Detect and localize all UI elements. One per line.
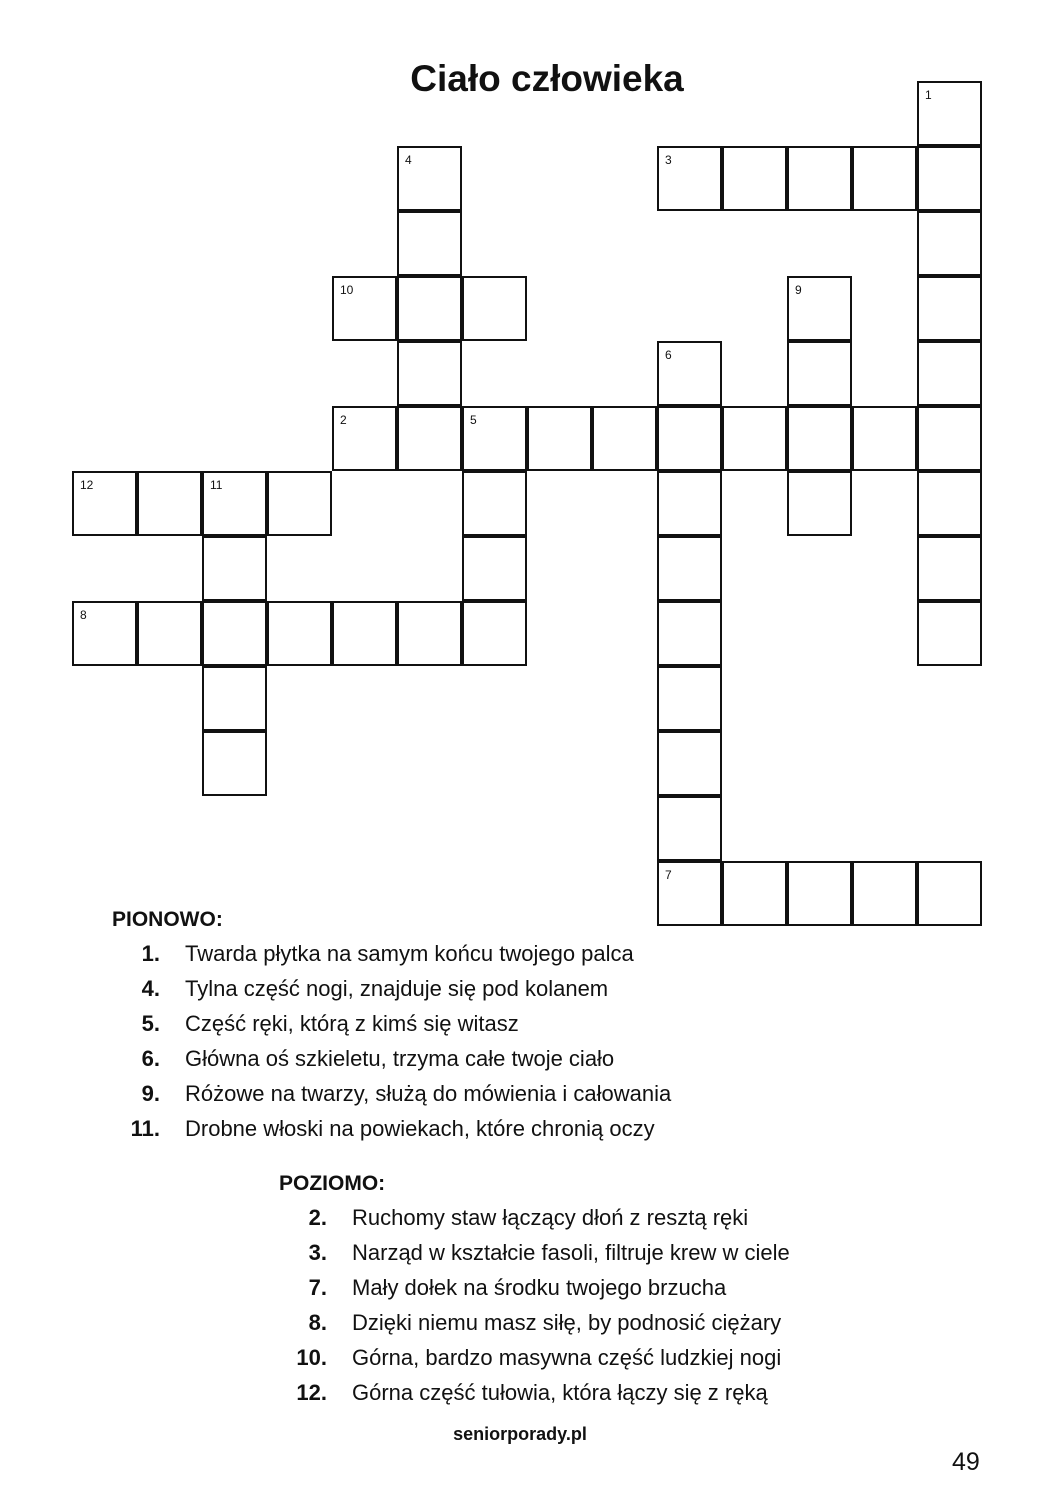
crossword-cell[interactable] [917,341,982,406]
site-footer: seniorporady.pl [453,1424,587,1444]
clue-number: 6. [141,1046,160,1071]
crossword-cell[interactable] [787,861,852,926]
clue-number: 2. [308,1205,327,1230]
cell-number: 12 [80,478,94,492]
clue-number: 10. [296,1345,327,1370]
cell-number: 2 [340,413,347,427]
crossword-cell[interactable] [657,471,722,536]
clue-number: 3. [308,1240,327,1265]
crossword-cell[interactable] [722,406,787,471]
clue-number: 1. [141,941,160,966]
crossword-cell[interactable] [657,861,722,926]
clue-item [103,1046,671,1081]
clue-item [103,1116,671,1151]
crossword-cell[interactable] [917,471,982,536]
crossword-cell[interactable] [657,146,722,211]
crossword-cell[interactable] [397,341,462,406]
crossword-cell[interactable] [397,276,462,341]
cell-number: 11 [210,478,223,492]
clue-text: Górna część tułowia, która łączy się z ręką [352,1380,768,1405]
crossword-cell[interactable] [462,536,527,601]
crossword-cell[interactable] [592,406,657,471]
crossword-cell[interactable] [657,536,722,601]
crossword-cell[interactable] [462,471,527,536]
clue-number: 11. [130,1116,160,1141]
clue-number: 4. [141,976,160,1001]
clue-item [270,1275,790,1310]
crossword-cell[interactable] [787,146,852,211]
clue-item [270,1310,790,1345]
cell-number: 7 [665,868,672,882]
crossword-cell[interactable] [917,406,982,471]
crossword-cell[interactable] [527,406,592,471]
clue-number: 8. [308,1310,327,1335]
cell-number: 6 [665,348,672,362]
crossword-cell[interactable] [787,471,852,536]
crossword-cell[interactable] [917,211,982,276]
crossword-cell[interactable] [917,276,982,341]
clue-number: 7. [308,1275,327,1300]
clue-item [103,1011,671,1046]
clue-number: 12. [296,1380,327,1405]
crossword-cell[interactable] [657,666,722,731]
clue-text: Część ręki, którą z kimś się witasz [185,1011,519,1036]
crossword-cell[interactable] [852,406,917,471]
clue-item [270,1240,790,1275]
page-title: Ciało człowieka [410,58,684,99]
crossword-cell[interactable] [267,601,332,666]
crossword-cell[interactable] [917,601,982,666]
page-number: 49 [952,1448,980,1476]
cell-number: 9 [795,283,802,297]
crossword-cell[interactable] [397,601,462,666]
across-heading: POZIOMO: [279,1172,386,1195]
crossword-cell[interactable] [722,146,787,211]
crossword-cell[interactable] [462,601,527,666]
crossword-cell[interactable] [202,666,267,731]
cell-number: 4 [405,153,412,167]
crossword-cell[interactable] [72,601,137,666]
clue-text: Dzięki niemu masz siłę, by podnosić ciężary [352,1310,782,1335]
crossword-cell[interactable] [462,276,527,341]
crossword-cell[interactable] [202,731,267,796]
crossword-cell[interactable] [657,796,722,861]
crossword-cell[interactable] [397,146,462,211]
crossword-cell[interactable] [657,341,722,406]
cell-number: 10 [340,283,354,297]
cell-number: 5 [470,413,477,427]
crossword-cell[interactable] [852,146,917,211]
crossword-cell[interactable] [202,536,267,601]
crossword-cell[interactable] [202,471,267,536]
crossword-cell[interactable] [657,731,722,796]
crossword-cell[interactable] [332,601,397,666]
clue-text: Górna, bardzo masywna część ludzkiej nogi [352,1345,782,1370]
crossword-cell[interactable] [267,471,332,536]
cell-number: 3 [665,153,672,167]
down-heading: PIONOWO: [112,908,223,931]
clue-text: Główna oś szkieletu, trzyma całe twoje ciało [185,1046,615,1071]
down-clues-list [103,941,671,1151]
crossword-cell[interactable] [722,861,787,926]
clue-text: Mały dołek na środku twojego brzucha [352,1275,727,1300]
clue-item [270,1380,790,1415]
crossword-cell[interactable] [462,406,527,471]
crossword-cell[interactable] [397,406,462,471]
clue-text: Narząd w kształcie fasoli, filtruje krew w ciele [352,1240,790,1265]
crossword-cell[interactable] [787,341,852,406]
crossword-cell[interactable] [332,406,397,471]
crossword-cell[interactable] [852,861,917,926]
clue-item [103,941,671,976]
clue-item [103,1081,671,1116]
clue-item [270,1345,790,1380]
crossword-cell[interactable] [917,146,982,211]
clue-text: Twarda płytka na samym końcu twojego palca [185,941,634,966]
crossword-cell[interactable] [332,276,397,341]
cell-number: 8 [80,608,87,622]
crossword-cell[interactable] [657,406,722,471]
clue-text: Różowe na twarzy, służą do mówienia i całowania [185,1081,672,1106]
clue-number: 9. [141,1081,160,1106]
clue-text: Tylna część nogi, znajduje się pod kolanem [185,976,609,1001]
clue-item [270,1205,790,1240]
clue-number: 5. [141,1011,160,1036]
crossword-cell[interactable] [917,81,982,146]
cell-number: 1 [925,88,932,102]
clue-text: Drobne włoski na powiekach, które chronią oczy [185,1116,655,1141]
crossword-cell[interactable] [917,536,982,601]
crossword-cell[interactable] [787,276,852,341]
crossword-cell[interactable] [137,601,202,666]
crossword-cell[interactable] [917,861,982,926]
clue-item [103,976,671,1011]
clue-text: Ruchomy staw łączący dłoń z resztą ręki [352,1205,749,1230]
across-clues-list [270,1205,790,1415]
crossword-cell[interactable] [657,601,722,666]
crossword-cell[interactable] [202,601,267,666]
crossword-cell[interactable] [787,406,852,471]
crossword-cell[interactable] [397,211,462,276]
crossword-cell[interactable] [137,471,202,536]
crossword-cell[interactable] [72,471,137,536]
